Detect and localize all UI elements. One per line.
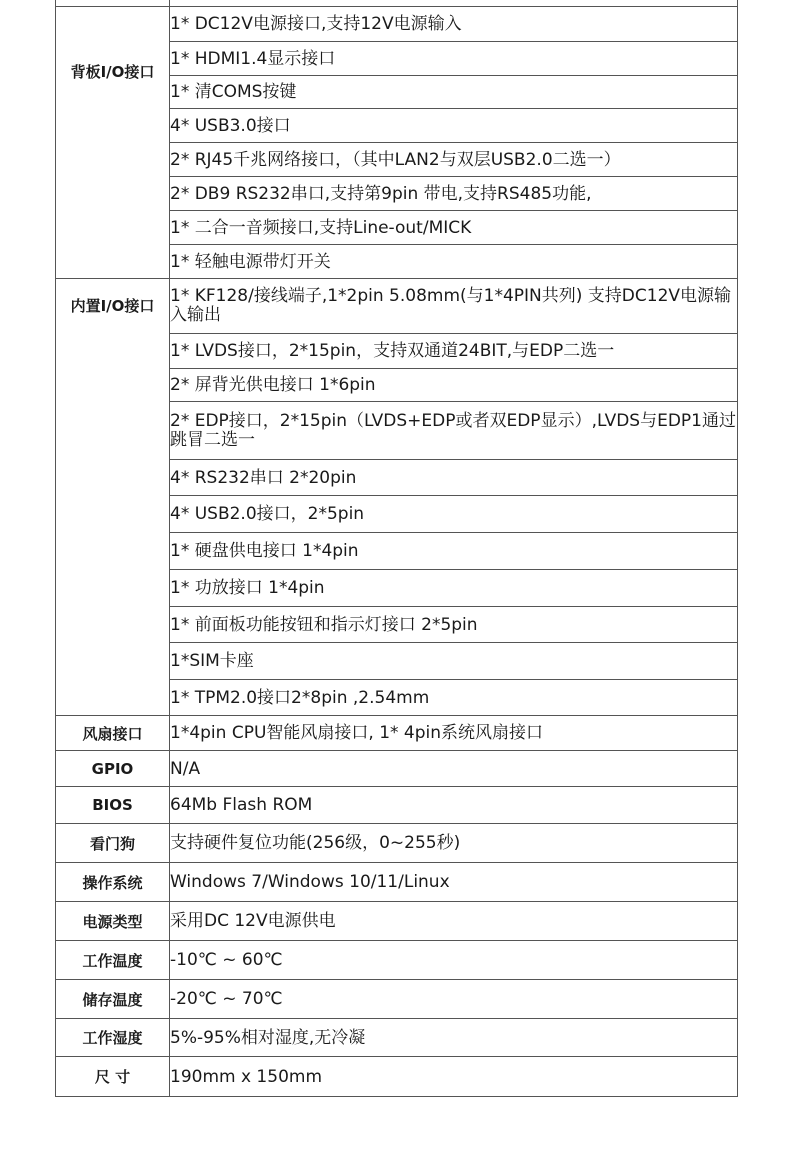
row-label: 电源类型 bbox=[56, 902, 170, 941]
internal-io-item: 4* RS232串口 2*20pin bbox=[170, 460, 738, 496]
row-value: -20℃ ~ 70℃ bbox=[170, 980, 738, 1019]
row-value: 190mm x 150mm bbox=[170, 1057, 738, 1097]
internal-io-item: 1* 前面板功能按钮和指示灯接口 2*5pin bbox=[170, 607, 738, 643]
internal-io-item: 2* EDP接口，2*15pin（LVDS+EDP或者双EDP显示）,LVDS与EDP1通过跳冒二选一 bbox=[170, 402, 738, 460]
back-io-item: 2* DB9 RS232串口,支持第9pin 带电,支持RS485功能, bbox=[170, 177, 738, 211]
row-value: 64Mb Flash ROM bbox=[170, 787, 738, 824]
table-row bbox=[56, 787, 738, 824]
row-label: GPIO bbox=[56, 751, 170, 787]
internal-io-item: 1* 硬盘供电接口 1*4pin bbox=[170, 533, 738, 570]
row-label: 尺 寸 bbox=[56, 1057, 170, 1097]
internal-io-item: 4* USB2.0接口，2*5pin bbox=[170, 496, 738, 533]
row-value: -10℃ ~ 60℃ bbox=[170, 941, 738, 980]
table-row bbox=[56, 7, 738, 42]
row-value: Windows 7/Windows 10/11/Linux bbox=[170, 863, 738, 902]
back-io-item: 1* 二合一音频接口,支持Line-out/MICK bbox=[170, 211, 738, 245]
spec-sheet bbox=[55, 0, 737, 1097]
row-label: 工作湿度 bbox=[56, 1019, 170, 1057]
row-value: 采用DC 12V电源供电 bbox=[170, 902, 738, 941]
internal-io-header: 内置I/O接口 bbox=[56, 279, 170, 716]
table-row bbox=[56, 751, 738, 787]
row-label: 工作温度 bbox=[56, 941, 170, 980]
row-label: 风扇接口 bbox=[56, 716, 170, 751]
internal-io-item: 1* TPM2.0接口2*8pin ,2.54mm bbox=[170, 680, 738, 716]
back-io-item: 2* RJ45千兆网络接口，（其中LAN2与双层USB2.0二选一） bbox=[170, 143, 738, 177]
spec-table bbox=[55, 0, 738, 1097]
table-row bbox=[56, 941, 738, 980]
row-value: N/A bbox=[170, 751, 738, 787]
row-label: 看门狗 bbox=[56, 824, 170, 863]
back-io-item: 1* DC12V电源接口,支持12V电源输入 bbox=[170, 7, 738, 42]
back-io-item: 1* HDMI1.4显示接口 bbox=[170, 42, 738, 76]
internal-io-item: 1*SIM卡座 bbox=[170, 643, 738, 680]
row-label: 操作系统 bbox=[56, 863, 170, 902]
back-io-item: 1* 清COMS按键 bbox=[170, 76, 738, 109]
row-value: 支持硬件复位功能(256级，0~255秒) bbox=[170, 824, 738, 863]
table-row bbox=[56, 1057, 738, 1097]
table-row bbox=[56, 980, 738, 1019]
table-row bbox=[56, 716, 738, 751]
internal-io-item: 1* LVDS接口，2*15pin，支持双通道24BIT,与EDP二选一 bbox=[170, 334, 738, 369]
row-label: BIOS bbox=[56, 787, 170, 824]
row-label: 储存温度 bbox=[56, 980, 170, 1019]
back-io-item: 1* 轻触电源带灯开关 bbox=[170, 245, 738, 279]
table-row bbox=[56, 863, 738, 902]
table-row bbox=[56, 279, 738, 334]
internal-io-item: 1* KF128/接线端子,1*2pin 5.08mm(与1*4PIN共列) 支持DC12V电源输入输出 bbox=[170, 279, 738, 334]
row-value: 1*4pin CPU智能风扇接口, 1* 4pin系统风扇接口 bbox=[170, 716, 738, 751]
table-row bbox=[56, 902, 738, 941]
back-io-item: 4* USB3.0接口 bbox=[170, 109, 738, 143]
table-row bbox=[56, 824, 738, 863]
table-row bbox=[56, 1019, 738, 1057]
internal-io-item: 1* 功放接口 1*4pin bbox=[170, 570, 738, 607]
row-value: 5%-95%相对湿度,无冷凝 bbox=[170, 1019, 738, 1057]
internal-io-item: 2* 屏背光供电接口 1*6pin bbox=[170, 369, 738, 402]
back-io-header: 背板I/O接口 bbox=[56, 7, 170, 279]
